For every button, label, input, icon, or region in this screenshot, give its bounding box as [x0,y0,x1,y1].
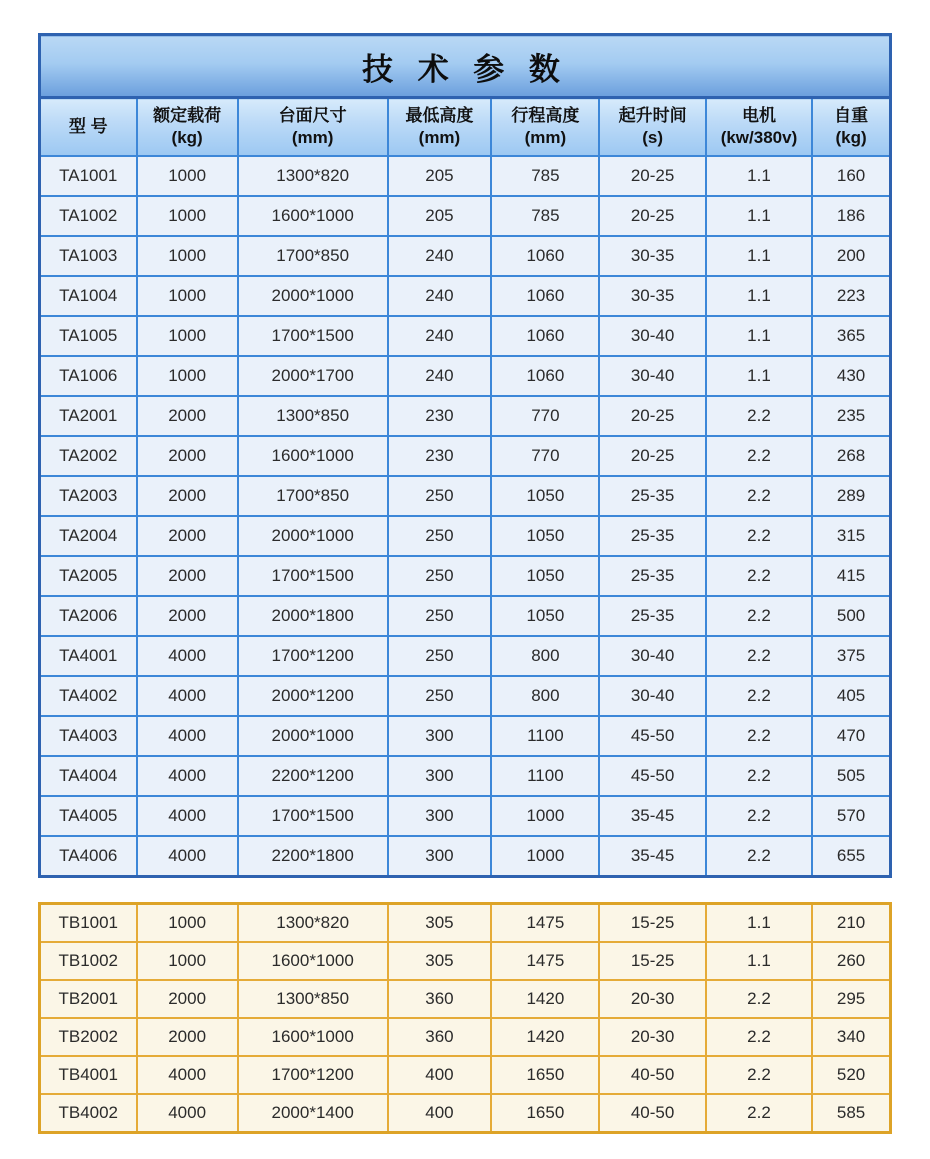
table-cell: 800 [491,636,599,676]
table-cell: 2000 [137,556,238,596]
table-cell: TB1002 [40,942,137,980]
table-cell: 2.2 [706,636,812,676]
table-cell: 1000 [137,236,238,276]
column-header-line2: (s) [642,128,663,147]
table-cell: TB1001 [40,904,137,943]
column-header [388,98,492,157]
table-cell: 240 [388,316,492,356]
table-cell: 1600*1000 [238,1018,388,1056]
table-cell: 1.1 [706,316,812,356]
column-header [238,98,388,157]
table-cell: 785 [491,156,599,196]
table-cell: 1.1 [706,904,812,943]
table-cell: 250 [388,516,492,556]
table-cell: 268 [812,436,890,476]
table-cell: 1700*850 [238,236,388,276]
column-header-line2: (mm) [418,128,461,147]
table-cell: 2.2 [706,1094,812,1133]
table-cell: 1300*820 [238,156,388,196]
table-cell: 4000 [137,756,238,796]
column-header-line1: 额定载荷 [153,105,222,125]
column-header-line1: 最低高度 [405,105,474,125]
table-cell: 2000 [137,1018,238,1056]
table-row [40,716,891,756]
table-row [40,636,891,676]
table-cell: 4000 [137,1094,238,1133]
table-cell: 35-45 [599,836,705,877]
table-cell: 1700*850 [238,476,388,516]
table-cell: 1700*1200 [238,636,388,676]
table-cell: 250 [388,636,492,676]
table-cell: 1000 [137,904,238,943]
table-cell: 240 [388,236,492,276]
column-header-line2: (kg) [835,128,867,147]
table-cell: 25-35 [599,476,705,516]
table-cell: 230 [388,396,492,436]
table-cell: 20-25 [599,436,705,476]
table-cell: TA2003 [40,476,137,516]
table-cell: 40-50 [599,1094,705,1133]
table-cell: 470 [812,716,890,756]
table-row [40,196,891,236]
table-cell: 655 [812,836,890,877]
table-cell: 2.2 [706,756,812,796]
table-cell: 1000 [137,942,238,980]
ta-spec-table [38,33,892,878]
table-cell: TA1006 [40,356,137,396]
table-cell: 20-30 [599,1018,705,1056]
table-row [40,276,891,316]
table-cell: TA2005 [40,556,137,596]
table-row [40,980,891,1018]
table-cell: TA2001 [40,396,137,436]
table-cell: 205 [388,156,492,196]
table-cell: 30-40 [599,316,705,356]
table-cell: 25-35 [599,596,705,636]
table-cell: 4000 [137,796,238,836]
table-cell: 20-30 [599,980,705,1018]
table-cell: 400 [388,1056,492,1094]
table-cell: 250 [388,596,492,636]
table-cell: 1600*1000 [238,942,388,980]
table-cell: 2.2 [706,396,812,436]
header-row [40,98,891,157]
table-cell: 2000 [137,596,238,636]
table-cell: 1000 [137,356,238,396]
table-cell: TA2004 [40,516,137,556]
table-cell: 4000 [137,716,238,756]
table-cell: 40-50 [599,1056,705,1094]
table-cell: TA4005 [40,796,137,836]
table-cell: 2.2 [706,796,812,836]
column-header-line2: (mm) [524,128,567,147]
table-cell: TB4002 [40,1094,137,1133]
table-row [40,1018,891,1056]
table-cell: 1000 [137,156,238,196]
table-cell: 2000*1700 [238,356,388,396]
column-header-line1: 台面尺寸 [278,105,347,125]
table-cell: 375 [812,636,890,676]
table-cell: 2000 [137,516,238,556]
table-cell: 289 [812,476,890,516]
table-cell: TA4006 [40,836,137,877]
table-cell: 1650 [491,1056,599,1094]
column-header [812,98,890,157]
table-cell: 1000 [137,276,238,316]
table-cell: TA1003 [40,236,137,276]
table-cell: 315 [812,516,890,556]
table-row [40,1094,891,1133]
column-header-line1: 电机 [741,105,776,125]
table-cell: TA2006 [40,596,137,636]
column-header-line1: 自重 [834,105,869,125]
table-cell: 15-25 [599,942,705,980]
table-cell: 300 [388,756,492,796]
table-cell: 505 [812,756,890,796]
column-header [706,98,812,157]
table-cell: 1300*850 [238,980,388,1018]
table-cell: 405 [812,676,890,716]
column-header-line1: 型 号 [68,116,108,136]
table-cell: TB4001 [40,1056,137,1094]
table-cell: 230 [388,436,492,476]
table-cell: 4000 [137,676,238,716]
table-row [40,904,891,943]
table-cell: 1.1 [706,942,812,980]
table-cell: 223 [812,276,890,316]
table-cell: 1300*850 [238,396,388,436]
column-header [40,98,137,157]
table-cell: 2.2 [706,516,812,556]
table-cell: 250 [388,476,492,516]
table-cell: 1000 [491,796,599,836]
table-cell: 365 [812,316,890,356]
table-cell: TB2001 [40,980,137,1018]
column-header-line1: 起升时间 [618,105,687,125]
table-cell: 340 [812,1018,890,1056]
table-cell: 770 [491,436,599,476]
table-cell: 186 [812,196,890,236]
column-header-line2: (kw/380v) [720,128,798,147]
table-cell: 1060 [491,316,599,356]
column-header-line1: 行程高度 [511,105,580,125]
table-cell: 2.2 [706,436,812,476]
table-cell: 240 [388,356,492,396]
table-cell: 200 [812,236,890,276]
table-cell: TA4002 [40,676,137,716]
table-cell: 300 [388,716,492,756]
table-cell: 2.2 [706,1056,812,1094]
table-cell: 1060 [491,236,599,276]
table-cell: 1.1 [706,156,812,196]
table-cell: 1.1 [706,196,812,236]
title-row [40,35,891,98]
table-cell: 305 [388,942,492,980]
table-row [40,236,891,276]
table-cell: 2.2 [706,476,812,516]
table-cell: 2000 [137,436,238,476]
table-cell: 2.2 [706,836,812,877]
table-cell: 2.2 [706,596,812,636]
table-cell: 260 [812,942,890,980]
column-header-line2: (mm) [291,128,334,147]
table-cell: 210 [812,904,890,943]
table-row [40,942,891,980]
table-cell: 2200*1200 [238,756,388,796]
table-cell: TA4004 [40,756,137,796]
table-cell: 1700*1200 [238,1056,388,1094]
table-cell: 1650 [491,1094,599,1133]
table-cell: 800 [491,676,599,716]
table-cell: 2000*1800 [238,596,388,636]
table-cell: 360 [388,980,492,1018]
table-row [40,356,891,396]
table-cell: 1100 [491,716,599,756]
table-cell: TA2002 [40,436,137,476]
table-cell: 415 [812,556,890,596]
table-cell: 4000 [137,1056,238,1094]
table-cell: 2.2 [706,676,812,716]
table-cell: 1050 [491,516,599,556]
table-row [40,396,891,436]
table-row [40,476,891,516]
table-cell: 1700*1500 [238,316,388,356]
table-cell: 585 [812,1094,890,1133]
table-cell: 360 [388,1018,492,1056]
table-cell: 2000 [137,476,238,516]
table-cell: 1100 [491,756,599,796]
table-cell: TA4001 [40,636,137,676]
table-cell: 240 [388,276,492,316]
table-cell: 20-25 [599,396,705,436]
table-cell: 570 [812,796,890,836]
table-cell: 4000 [137,836,238,877]
column-header [137,98,238,157]
table-cell: 1.1 [706,356,812,396]
table-cell: 25-35 [599,516,705,556]
table-cell: 1475 [491,942,599,980]
table-row [40,316,891,356]
table-cell: 2000*1000 [238,516,388,556]
table-cell: 500 [812,596,890,636]
table-row [40,756,891,796]
table-cell: 1600*1000 [238,436,388,476]
table-cell: 250 [388,556,492,596]
table-cell: 400 [388,1094,492,1133]
table-cell: 1060 [491,276,599,316]
table-row [40,836,891,877]
table-cell: 1050 [491,556,599,596]
table-cell: 1000 [137,316,238,356]
table-cell: 1700*1500 [238,796,388,836]
table-cell: 45-50 [599,756,705,796]
table-cell: 1000 [491,836,599,877]
table-cell: 30-40 [599,356,705,396]
table-cell: 2.2 [706,716,812,756]
table-cell: 205 [388,196,492,236]
table-cell: 235 [812,396,890,436]
column-header [491,98,599,157]
table-cell: 2200*1800 [238,836,388,877]
table-cell: TB2002 [40,1018,137,1056]
table-cell: 300 [388,836,492,877]
table-cell: 2000*1400 [238,1094,388,1133]
table-row [40,516,891,556]
table-cell: 45-50 [599,716,705,756]
column-header-line2: (kg) [171,128,203,147]
table-cell: 250 [388,676,492,716]
table-cell: 430 [812,356,890,396]
table-cell: 1700*1500 [238,556,388,596]
table-cell: 1420 [491,1018,599,1056]
table-cell: 1475 [491,904,599,943]
table-cell: 2000 [137,980,238,1018]
table-row [40,596,891,636]
table-cell: TA1005 [40,316,137,356]
table-cell: 1.1 [706,236,812,276]
table-cell: 1050 [491,476,599,516]
table-cell: 295 [812,980,890,1018]
table-cell: TA1001 [40,156,137,196]
page-title: 技 术 参 数 [40,35,891,98]
tb-spec-table [38,902,892,1134]
table-cell: 1420 [491,980,599,1018]
table-row [40,676,891,716]
table-cell: 2000*1000 [238,716,388,756]
table-row [40,156,891,196]
table-row [40,1056,891,1094]
table-row [40,556,891,596]
column-header [599,98,705,157]
table-cell: 785 [491,196,599,236]
table-cell: 30-35 [599,276,705,316]
table-cell: 770 [491,396,599,436]
table-cell: TA1004 [40,276,137,316]
table-cell: 305 [388,904,492,943]
table-row [40,796,891,836]
table-cell: 35-45 [599,796,705,836]
table-cell: 2000*1000 [238,276,388,316]
table-cell: 1.1 [706,276,812,316]
table-row [40,436,891,476]
table-cell: 2.2 [706,980,812,1018]
table-cell: 4000 [137,636,238,676]
table-cell: 20-25 [599,196,705,236]
table-cell: TA1002 [40,196,137,236]
table-cell: 15-25 [599,904,705,943]
table-cell: 30-35 [599,236,705,276]
table-cell: 1000 [137,196,238,236]
table-cell: 1300*820 [238,904,388,943]
table-cell: TA4003 [40,716,137,756]
table-cell: 1600*1000 [238,196,388,236]
table-cell: 30-40 [599,676,705,716]
table-cell: 520 [812,1056,890,1094]
table-cell: 300 [388,796,492,836]
table-cell: 25-35 [599,556,705,596]
table-cell: 30-40 [599,636,705,676]
table-cell: 160 [812,156,890,196]
table-cell: 2000*1200 [238,676,388,716]
table-cell: 1050 [491,596,599,636]
table-cell: 2000 [137,396,238,436]
table-cell: 2.2 [706,1018,812,1056]
table-cell: 20-25 [599,156,705,196]
table-cell: 1060 [491,356,599,396]
table-cell: 2.2 [706,556,812,596]
